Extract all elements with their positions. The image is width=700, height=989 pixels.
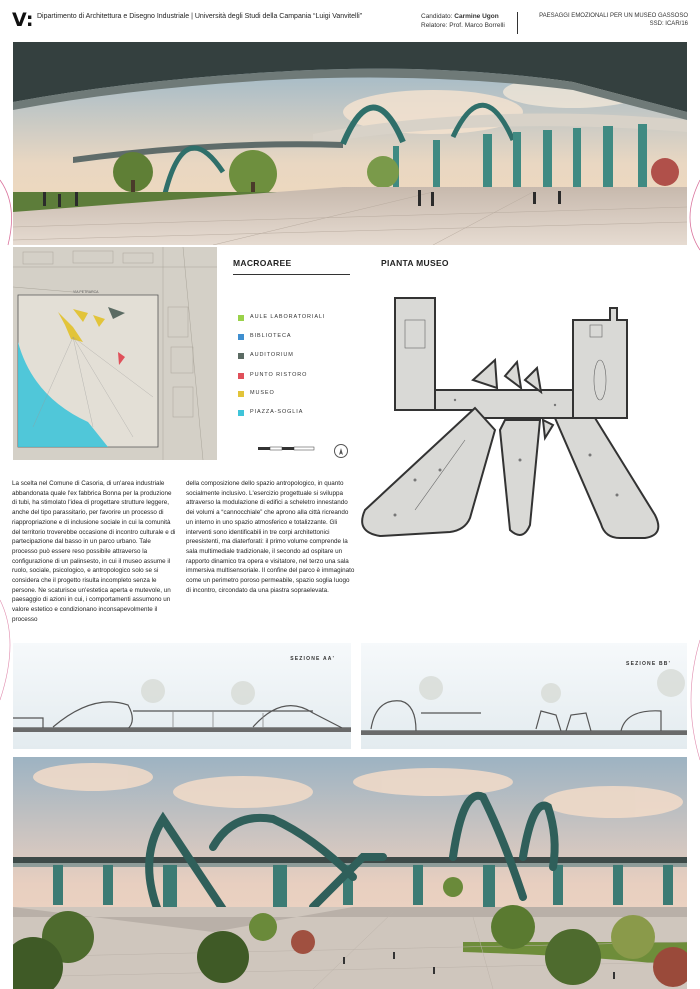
legend-label: AULE LABORATORIALI — [250, 314, 326, 320]
legend-swatch — [238, 315, 244, 321]
project-info — [539, 12, 688, 28]
legend-swatch — [238, 353, 244, 359]
legend-label: AUDITORIUM — [250, 352, 294, 358]
legend-swatch — [238, 391, 244, 397]
institution-name: Dipartimento di Architettura e Disegno Industriale | Università degli Studi della Campania “Luigi Vanvitelli” — [37, 13, 363, 20]
macroaree-site-map — [13, 247, 217, 460]
map-street-label: VIA PETRARCA — [73, 290, 99, 294]
legend-label: MUSEO — [250, 390, 275, 396]
candidate-name: Carmine Ugon — [454, 13, 499, 20]
supervisor-name: Prof. Marco Borrelli — [449, 22, 505, 29]
museum-floor-plan — [355, 280, 685, 550]
legend-label: BIBLIOTECA — [250, 333, 292, 339]
ssd-code: SSD: ICAR/16 — [649, 21, 688, 27]
macroaree-underline — [233, 274, 350, 275]
legend-label: PUNTO RISTORO — [250, 372, 308, 378]
legend-label: PIAZZA-SOGLIA — [250, 409, 304, 415]
supervisor-label: Relatore: — [421, 22, 448, 29]
bottom-render-image — [13, 757, 687, 989]
hero-render-image — [13, 42, 687, 245]
candidate-label: Candidato: — [421, 13, 453, 20]
section-bb-drawing — [361, 643, 687, 749]
scale-bar — [258, 445, 318, 453]
pianta-title: PIANTA MUSEO — [381, 258, 449, 268]
legend-swatch — [238, 410, 244, 416]
credits — [421, 12, 505, 30]
macroaree-title: MACROAREE — [233, 258, 292, 268]
section-bb-label: SEZIONE BB' — [626, 661, 671, 667]
section-aa-drawing — [13, 643, 351, 749]
project-title: PAESAGGI EMOZIONALI PER UN MUSEO GASSOSO — [539, 13, 688, 19]
north-arrow-icon — [334, 444, 348, 458]
description-column-1: La scelta nel Comune di Casoria, di un'area industriale abbandonata quale l'ex fabbrica Bonna per la produzione di tubi, ha stimolato l'idea di progettare strutture leggere, anche del tipo parassitario, per favorire un processo di riappropriazione e di inclusione sociale in cui la comunità del territorio troverebbe occasione di incontro culturale e di partecipazione dal basso in un parco urbano. Tale processo può essere reso possibile attraverso la configurazione di un palinsesto, in cui il museo assume il ruolo, sociale, psicologico, e antropologico solo se si considera che il progetto risulta incompleto senza le persone. Ne scaturisce un'estetica aperta e mutevole, un paesaggio di azioni in cui, i comportamenti assumono un valore estetico e condizionano inconsapevolmente il processo — [12, 480, 176, 623]
header-divider — [517, 12, 518, 34]
university-logo: V: — [12, 9, 34, 31]
legend-swatch — [238, 373, 244, 379]
section-aa-label: SEZIONE AA' — [290, 656, 335, 662]
legend-swatch — [238, 334, 244, 340]
description-column-2: della composizione dello spazio antropologico, in quanto socialmente inclusivo. L'esercizio progettuale si sviluppa attraverso la modulazione di edifici a scheletro innestando dei volumi a “cannocchiale” che aprono alla città ricreando un interno in uno spazio atmosferico e totalizzante. Gli interventi sono identificabili in tre corpi architettonici preesistenti, ma diaterforati: il primo volume comprende la sala multimediale tradizionale, il secondo ad ospitare un rapporto dinamico tra opera e visitatore, nel terzo una sala immersiva multisensoriale. Il confine del parco è immaginato come un perimetro poroso permeabile, spazio soglia luogo di incontro, circondato da una piastra sopraelevata. — [186, 480, 355, 594]
